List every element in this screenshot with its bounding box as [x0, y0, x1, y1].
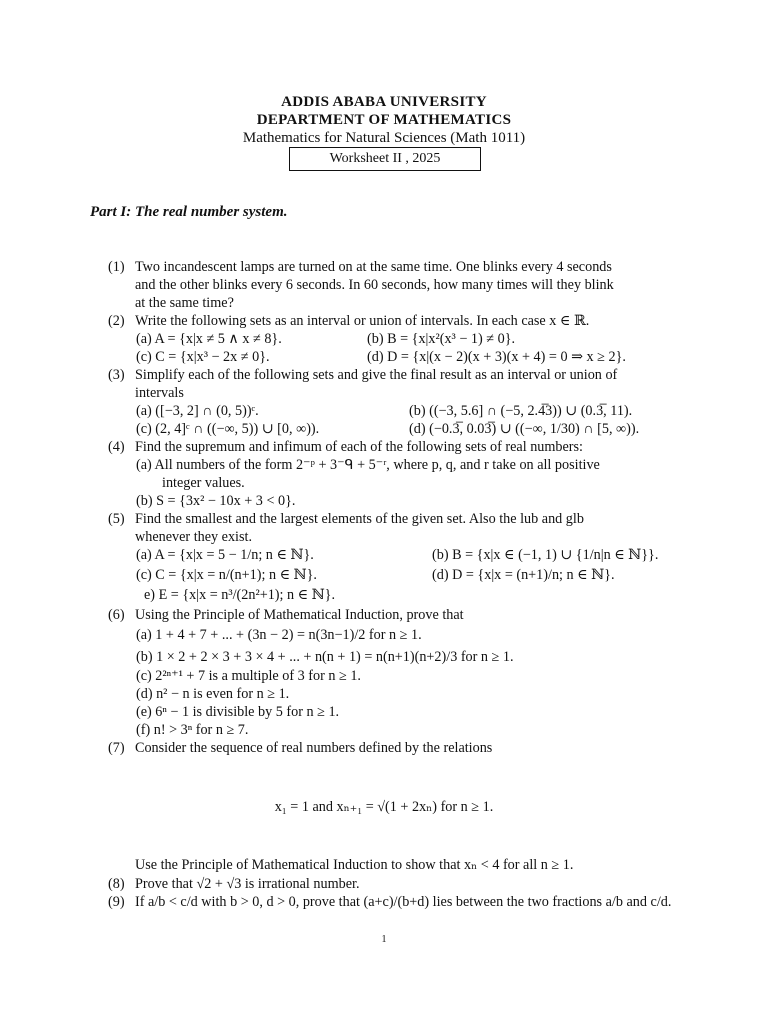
q2-part-b: (b) B = {x|x²(x³ − 1) ≠ 0}. — [367, 331, 516, 347]
q5-line-1: Find the smallest and the largest elements of the given set. Also the lub and glb — [135, 511, 584, 527]
q7-number: (7) — [108, 740, 125, 756]
q6-part-b: (b) 1 × 2 + 2 × 3 + 3 × 4 + ... + n(n + 1) = n(n+1)(n+2)/3 for n ≥ 1. — [136, 649, 514, 665]
university-title: ADDIS ABABA UNIVERSITY — [281, 94, 487, 110]
q1-line-3: at the same time? — [135, 295, 234, 311]
q6-part-c: (c) 2²ⁿ⁺¹ + 7 is a multiple of 3 for n ≥ 1. — [136, 668, 361, 684]
q3-number: (3) — [108, 367, 125, 383]
q2-part-a: (a) A = {x|x ≠ 5 ∧ x ≠ 8}. — [136, 331, 282, 347]
q2-part-c: (c) C = {x|x³ − 2x ≠ 0}. — [136, 349, 270, 365]
q7-line-1: Consider the sequence of real numbers defined by the relations — [135, 740, 493, 756]
q9-line-1: If a/b < c/d with b > 0, d > 0, prove that (a+c)/(b+d) lies between the two fractions a/b and c/d. — [135, 894, 672, 910]
q6-line-1: Using the Principle of Mathematical Induction, prove that — [135, 607, 464, 623]
department-title: DEPARTMENT OF MATHEMATICS — [256, 112, 512, 128]
q6-part-e: (e) 6ⁿ − 1 is divisible by 5 for n ≥ 1. — [136, 704, 340, 720]
q2-number: (2) — [108, 313, 125, 329]
q6-part-f: (f) n! > 3ⁿ for n ≥ 7. — [136, 722, 249, 738]
q4-part-a: (a) All numbers of the form 2⁻ᵖ + 3⁻ᑫ + 5⁻ʳ, where p, q, and r take on all positive — [136, 457, 600, 473]
part-title: Part I: The real number system. — [90, 204, 288, 220]
q6-number: (6) — [108, 607, 125, 623]
q7-equation: x₁ = 1 and xₙ₊₁ = √(1 + 2xₙ) for n ≥ 1. — [274, 799, 494, 815]
q1-number: (1) — [108, 259, 125, 275]
q5-line-2: whenever they exist. — [135, 529, 253, 545]
page-number: 1 — [381, 934, 387, 945]
q4-line-1: Find the supremum and infimum of each of the following sets of real numbers: — [135, 439, 583, 455]
q8-line-1: Prove that √2 + √3 is irrational number. — [135, 876, 360, 892]
worksheet-box: Worksheet II , 2025 — [289, 147, 481, 171]
q3-part-a: (a) ([−3, 2] ∩ (0, 5))ᶜ. — [136, 403, 259, 419]
q2-part-d: (d) D = {x|(x − 2)(x + 3)(x + 4) = 0 ⇒ x ≥ 2}. — [367, 349, 626, 365]
q9-number: (9) — [108, 894, 125, 910]
q1-line-1: Two incandescent lamps are turned on at the same time. One blinks every 4 seconds — [135, 259, 612, 275]
q5-part-c: (c) C = {x|x = n/(n+1); n ∈ ℕ}. — [136, 567, 317, 583]
q5-part-d: (d) D = {x|x = (n+1)/n; n ∈ ℕ}. — [432, 567, 615, 583]
q7-line-2: Use the Principle of Mathematical Induction to show that xₙ < 4 for all n ≥ 1. — [135, 857, 574, 873]
q5-part-e: e) E = {x|x = n³/(2n²+1); n ∈ ℕ}. — [144, 587, 336, 603]
q5-part-b: (b) B = {x|x ∈ (−1, 1) ∪ {1/n|n ∈ ℕ}}. — [432, 547, 659, 563]
q4-part-b: (b) S = {3x² − 10x + 3 < 0}. — [136, 493, 296, 509]
q4-number: (4) — [108, 439, 125, 455]
q5-part-a: (a) A = {x|x = 5 − 1/n; n ∈ ℕ}. — [136, 547, 314, 563]
q1-line-2: and the other blinks every 6 seconds. In 60 seconds, how many times will they blink — [135, 277, 614, 293]
q3-part-c: (c) (2, 4]ᶜ ∩ ((−∞, 5)) ∪ [0, ∞)). — [136, 421, 320, 437]
q6-part-d: (d) n² − n is even for n ≥ 1. — [136, 686, 290, 702]
course-title: Mathematics for Natural Sciences (Math 1011) — [242, 130, 526, 146]
q3-line-1: Simplify each of the following sets and give the final result as an interval or union of — [135, 367, 618, 383]
q8-number: (8) — [108, 876, 125, 892]
q4-part-a-cont: integer values. — [162, 475, 245, 491]
q3-line-2: intervals — [135, 385, 184, 401]
q3-part-b: (b) ((−3, 5.6] ∩ (−5, 2.4̅3)) ∪ (0.3̅, 11). — [409, 403, 633, 419]
q6-part-a: (a) 1 + 4 + 7 + ... + (3n − 2) = n(3n−1)/2 for n ≥ 1. — [136, 627, 422, 643]
q3-part-d: (d) (−0.3̅, 0.03̅) ∪ ((−∞, 1/30) ∩ [5, ∞)). — [409, 421, 640, 437]
q5-number: (5) — [108, 511, 125, 527]
q2-line-1: Write the following sets as an interval or union of intervals. In each case x ∈ ℝ. — [135, 313, 590, 329]
